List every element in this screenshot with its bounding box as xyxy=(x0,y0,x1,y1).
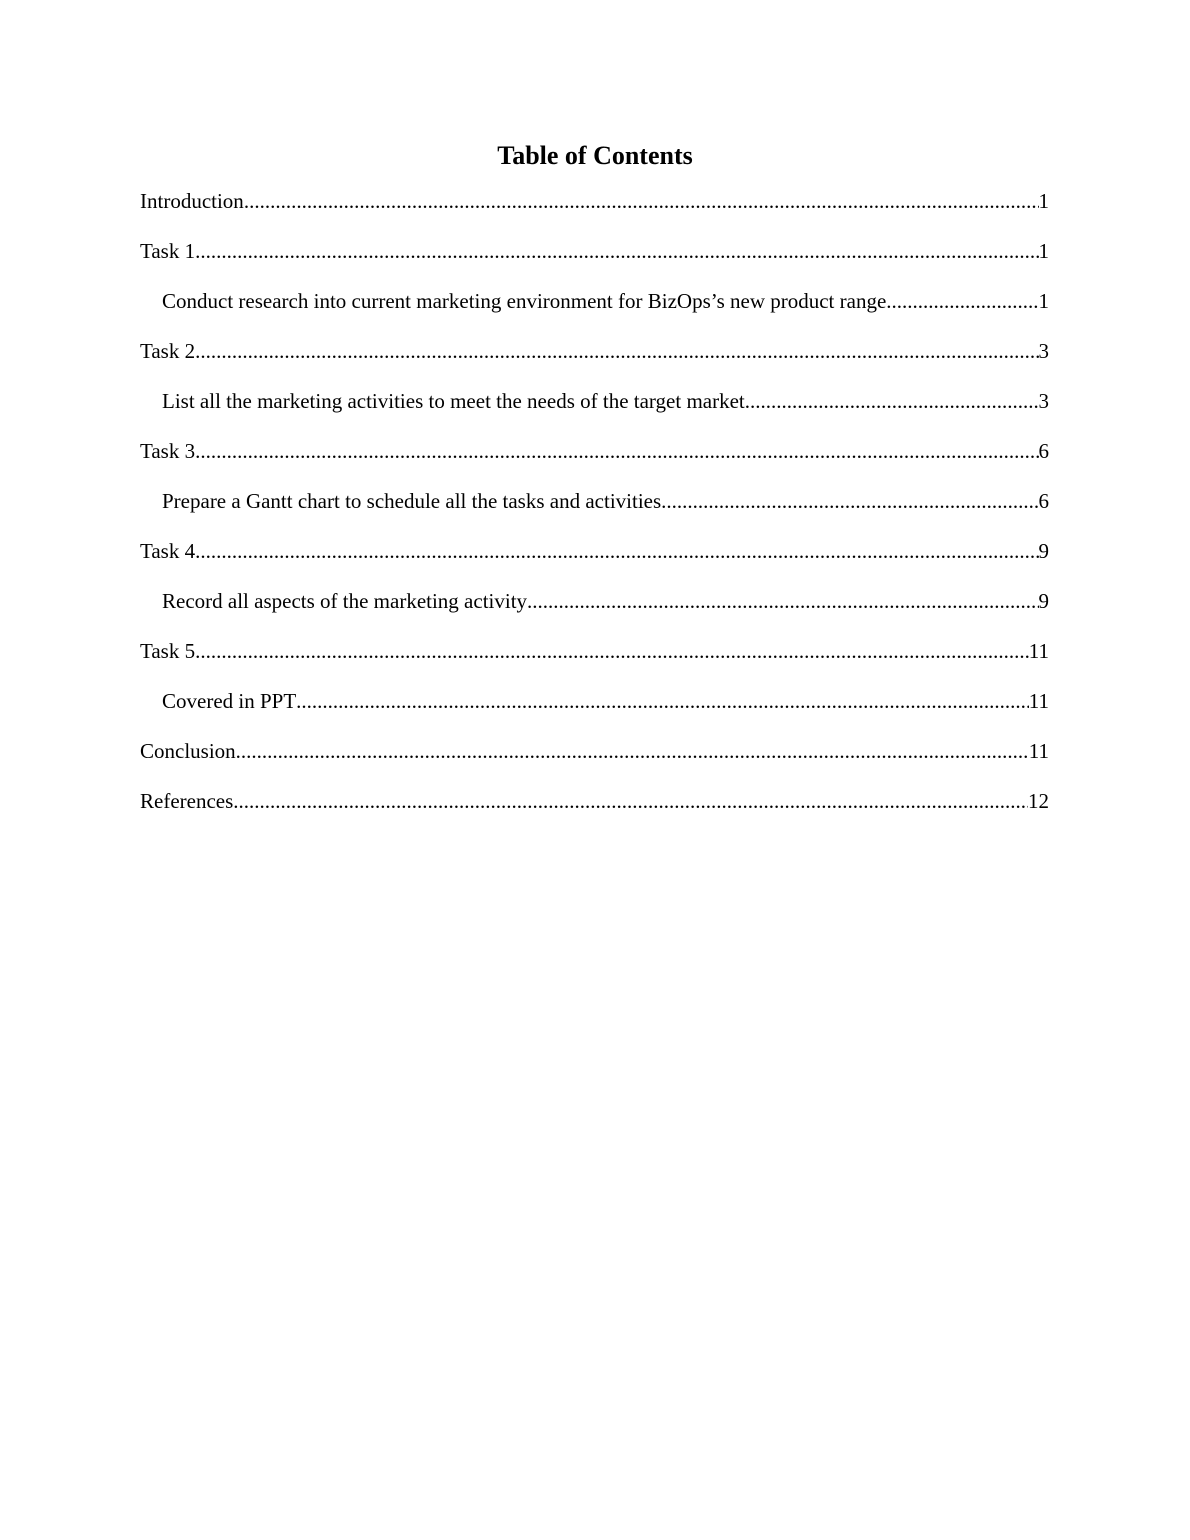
toc-leader-dots xyxy=(195,235,1038,267)
toc-entry-references[interactable] xyxy=(140,785,1049,835)
toc-entry-label: Task 3 xyxy=(140,439,196,463)
toc-leader-dots xyxy=(236,735,1029,767)
toc-entry-label: Task 2 xyxy=(140,339,196,363)
toc-entry-label: Conclusion xyxy=(140,739,236,763)
toc-entry-label: Introduction xyxy=(140,189,244,213)
toc-list xyxy=(140,185,1049,835)
toc-leader-dots xyxy=(527,585,1038,617)
toc-entry-label: Covered in PPT xyxy=(162,689,297,713)
toc-entry-page: 1 xyxy=(1038,189,1049,213)
toc-entry-page: 3 xyxy=(1038,389,1049,413)
toc-entry-page: 12 xyxy=(1028,789,1049,813)
toc-entry-task-3-gantt[interactable] xyxy=(140,485,1049,535)
toc-entry-page: 11 xyxy=(1028,689,1049,713)
toc-entry-task-4-record[interactable] xyxy=(140,585,1049,635)
toc-entry-page: 3 xyxy=(1038,339,1049,363)
toc-entry-page: 1 xyxy=(1038,289,1049,313)
toc-entry-label: Task 4 xyxy=(140,539,196,563)
toc-entry-label: Task 5 xyxy=(140,639,196,663)
toc-entry-task-2[interactable] xyxy=(140,335,1049,385)
toc-leader-dots xyxy=(195,435,1038,467)
toc-entry-page: 1 xyxy=(1038,239,1049,263)
toc-entry-task-3[interactable] xyxy=(140,435,1049,485)
toc-leader-dots xyxy=(233,785,1028,817)
toc-leader-dots xyxy=(244,185,1039,217)
toc-entry-task-2-activities[interactable] xyxy=(140,385,1049,435)
toc-entry-label: Record all aspects of the marketing activity xyxy=(162,589,528,613)
toc-entry-label: List all the marketing activities to meet the needs of the target market xyxy=(162,389,745,413)
toc-entry-page: 6 xyxy=(1038,489,1049,513)
toc-entry-page: 11 xyxy=(1028,639,1049,663)
toc-leader-dots xyxy=(296,685,1029,717)
toc-entry-task-1[interactable] xyxy=(140,235,1049,285)
toc-leader-dots xyxy=(195,335,1038,367)
toc-entry-label: References xyxy=(140,789,234,813)
toc-entry-label: Task 1 xyxy=(140,239,196,263)
toc-entry-task-5-ppt[interactable] xyxy=(140,685,1049,735)
toc-leader-dots xyxy=(745,385,1039,417)
toc-leader-dots xyxy=(195,535,1038,567)
toc-entry-task-5[interactable] xyxy=(140,635,1049,685)
toc-entry-introduction[interactable] xyxy=(140,185,1049,235)
toc-entry-task-4[interactable] xyxy=(140,535,1049,585)
toc-entry-task-1-research[interactable] xyxy=(140,285,1049,335)
toc-leader-dots xyxy=(886,285,1038,317)
toc-title: Table of Contents xyxy=(497,141,693,170)
toc-entry-label: Prepare a Gantt chart to schedule all the tasks and activities xyxy=(162,489,662,513)
toc-entry-page: 9 xyxy=(1038,589,1049,613)
toc-entry-page: 9 xyxy=(1038,539,1049,563)
toc-entry-conclusion[interactable] xyxy=(140,735,1049,785)
toc-entry-page: 6 xyxy=(1038,439,1049,463)
toc-entry-label: Conduct research into current marketing environment for BizOps’s new product range xyxy=(162,289,887,313)
toc-leader-dots xyxy=(661,485,1038,517)
toc-entry-page: 11 xyxy=(1028,739,1049,763)
toc-leader-dots xyxy=(195,635,1029,667)
